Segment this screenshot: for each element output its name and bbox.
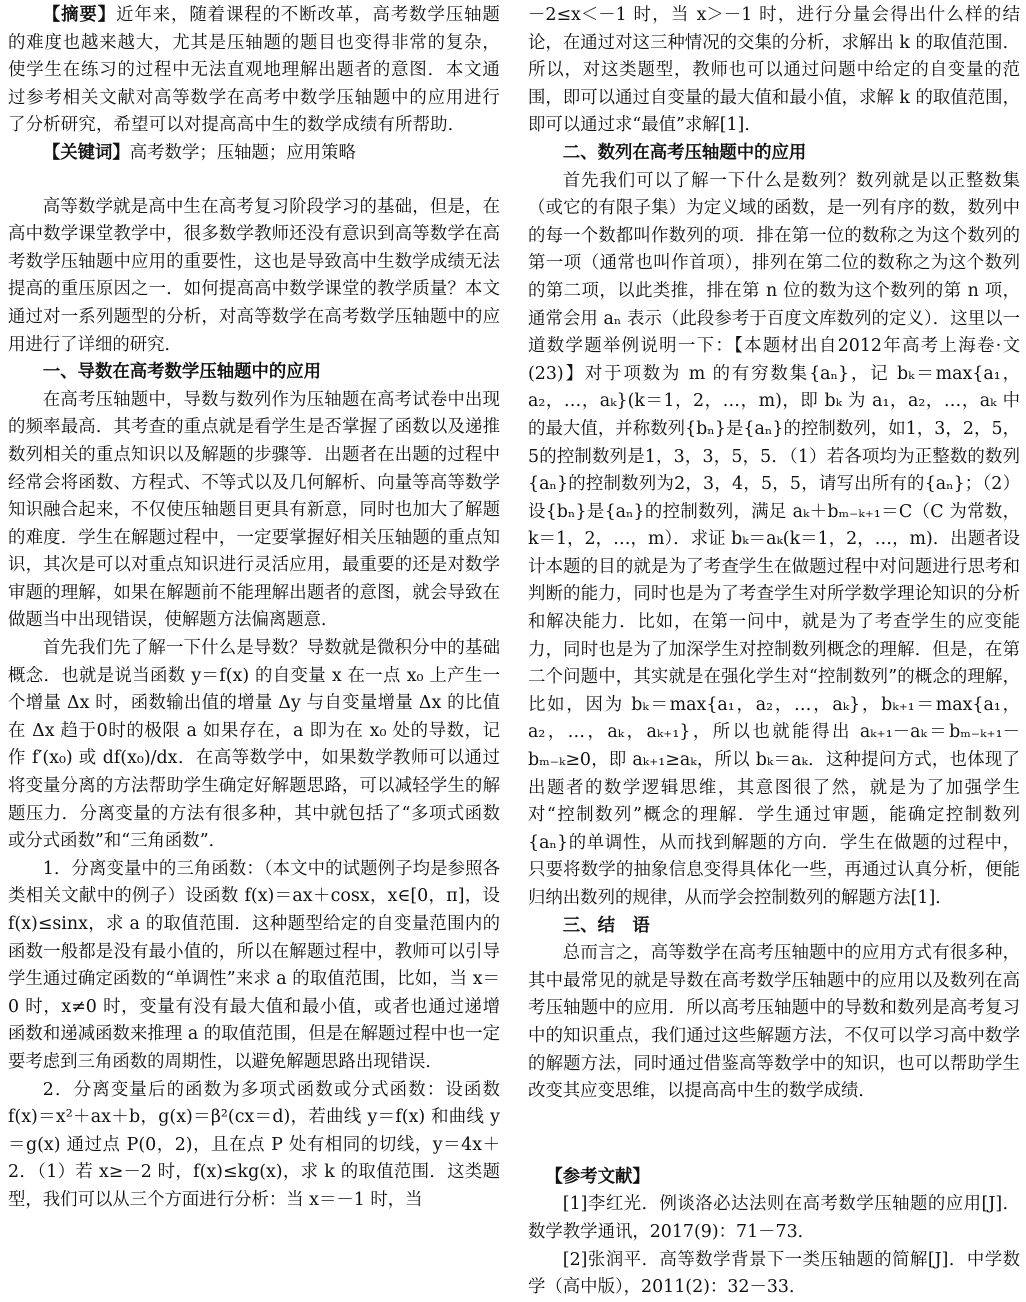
references-heading: 【参考文献】 xyxy=(545,1166,650,1187)
keywords xyxy=(8,140,500,168)
intro-paragraph: 高等数学就是高中生在高考复习阶段学习的基础，但是，在高中数学课堂教学中，很多数学教师还没有意识到高等数学在高考数学压轴题中应用的重要性，这也是导致高中生数学成绩无法提高的重压原因之一．如何提高高中数学课堂的教学质量？本文通过对一系列题型的分析，对高等数学在高考数学压轴题中的应用进行了详细的研究． xyxy=(8,196,500,355)
section-1-paragraph-1: 在高考压轴题中，导数与数列作为压轴题在高考试卷中出现的频率最高．其考查的重点就是看学生是否掌握了函数以及递推数列相关的重点知识以及解题的步骤等．出题者在出题的过程中经常会将函数、方程式、不等式以及几何解析、向量等高等数学知识融合起来，不仅使压轴题目更具有新意，同时也加大了解题的难度．学生在解题过程中，一定要掌握好相关压轴题的重点知识，其次是可以对重点知识进行灵活应用，最重要的还是对数学审题的理解，如果在解题前不能理解出题者的意图，就会导致在做题当中出现错误，使解题方法偏离题意． xyxy=(8,389,500,631)
spacer xyxy=(8,168,500,194)
conclusion-paragraph: 总而言之，高等数学在高考压轴题中的应用方式有很多种，其中最常见的就是导数在高考数学压轴题中的应用以及数列在高考压轴题中的应用．所以高考压轴题中的导数和数列是高考复习中的知识重点，我们通过这些解题方法，不仅可以学习高中数学的解题方法，同时通过借鉴高等数学中的知识，也可以帮助学生改变其应变思维，以提高高中生的数学成绩． xyxy=(528,943,1020,1102)
abstract xyxy=(8,2,500,140)
section-3-heading: 三、结 语 xyxy=(562,915,650,936)
section-1-paragraph-2: 首先我们先了解一下什么是导数？导数就是微积分中的基础概念．也就是说当函数 y＝f(x) 的自变量 x 在一点 x₀ 上产生一个增量 Δx 时，函数输出值的增量 Δy 与自变量增量 Δx 的比值在 Δx 趋于0时的极限 a 如果存在，a 即为在 x₀ 处的导数，记作 f′(x₀) 或 df(x₀)/dx．在高等数学中，如果数学教师可以通过将变量分离的方法帮助学生确定好解题思路，可以减轻学生的解题压力．分离变量的方法有很多种，其中就包括了“多项式函数或分式函数”和“三角函数”． xyxy=(8,638,500,852)
keywords-label: 【关键词】 xyxy=(42,142,130,163)
section-1-continuation: －2≤x＜－1 时，当 x＞－1 时，进行分量会得出什么样的结论，在通过对这三种情况的交集的分析，求解出 k 的取值范围．所以，对这类题型，教师也可以通过问题中给定的自变量的范围，即可以通过自变量的最大值和最小值，求解 k 的取值范围，即可以通过求“最值”求解[1]． xyxy=(528,5,1020,136)
spacer xyxy=(528,1106,1020,1164)
section-2-paragraph: 首先我们可以了解一下什么是数列？数列就是以正整数集（或它的有限子集）为定义域的函数，是一列有序的数，数列中的每一个数都叫作数列的项．排在第一位的数称之为这个数列的第一项（通常也叫作首项），排列在第二位的数称之为这个数列的第二项，以此类推，排在第 n 位的数为这个数列的第 n 项，通常会用 aₙ 表示（此段参考于百度文库数列的定义）．这里以一道数学题举例说明一下：【本题材出自2012年高考上海卷·文(23)】对于项数为 m 的有穷数集{aₙ}，记 bₖ＝max{a₁，a₂，…，aₖ}(k＝1，2，…，m)，即 bₖ 为 a₁，a₂，…，aₖ 中的最大值，并称数列{bₙ}是{aₙ}的控制数列，如1，3，2，5，5的控制数列是1，3，3，5，5．（1）若各项均为正整数的数列{aₙ}的控制数列为2，3，4，5，5，请写出所有的{aₙ}；（2）设{bₙ}是{aₙ}的控制数列，满足 aₖ＋bₘ₋ₖ₊₁＝C（C 为常数，k＝1，2，…，m）．求证 bₖ＝aₖ(k＝1，2，…，m)．出题者设计本题的目的就是为了考查学生在做题过程中对问题进行思考和判断的能力，同时也是为了考查学生对所学数学理论知识的分析和解决能力．比如，在第一问中，就是为了考查学生的应变能力，同时也是为了加深学生对控制数列概念的理解．但是，在第二个问题中，其实就是在强化学生对“控制数列”的概念的理解，比如，因为 bₖ＝max{a₁，a₂，…，aₖ}，bₖ₊₁＝max{a₁，a₂，…，aₖ，aₖ₊₁}，所以也就能得出 aₖ₊₁－aₖ＝bₘ₋ₖ₊₁－bₘ₋ₖ≥0，即 aₖ₊₁≥aₖ，所以 bₖ＝aₖ．这种提问方式，也体现了出题者的数学逻辑思维，其意图很了然，就是为了加强学生对“控制数列”概念的理解．学生通过审题，能确定控制数列{aₙ}的单调性，从而找到解题的方向．学生在做题的过程中，只要将数学的抽象信息变得具体化一些，再通过认真分析，便能归纳出数列的规律，从而学会控制数列的解题方法[1]． xyxy=(528,170,1020,908)
abstract-label: 【摘要】 xyxy=(42,5,117,25)
abstract-text: 近年来，随着课程的不断改革，高考数学压轴题的难度也越来越大，尤其是压轴题的题目也变得非常的复杂，使学生在练习的过程中无法直观地理解出题者的意图．本文通过参考相关文献对高等数学在高考中数学压轴题中的应用进行了分析研究，希望可以对提高高中生的数学成绩有所帮助． xyxy=(8,5,501,136)
left-column xyxy=(8,2,500,1236)
keywords-text: 高考数学；压轴题；应用策略 xyxy=(129,142,356,163)
section-1-heading: 一、导数在高考数学压轴题中的应用 xyxy=(42,362,322,383)
section-1-paragraph-4: 2．分离变量后的函数为多项式函数或分式函数：设函数 f(x)＝x²＋ax＋b，g(x)＝β²(cx＝d)，若曲线 y＝f(x) 和曲线 y＝g(x) 通过点 P(0，2)，且在点 P 处有相同的切线，y＝4x＋2．（1）若 x≥－2 时，f(x)≤kg(x)，求 k 的取值范围．这类题型，我们可以从三个方面进行分析：当 x＝－1 时，当 xyxy=(8,1079,500,1210)
section-2-heading: 二、数列在高考压轴题中的应用 xyxy=(562,142,807,163)
reference-item-2: [2]张润平．高等数学背景下一类压轴题的简解[J]．中学数学（高中版），2011(2)：32－33． xyxy=(528,1249,1020,1298)
right-column xyxy=(528,2,1020,1298)
section-1-paragraph-3: 1．分离变量中的三角函数：（本文中的试题例子均是参照各类相关文献中的例子）设函数 f(x)＝ax＋cosx，x∈[0，π]，设 f(x)≤sinx，求 a 的取值范围．这种题型给定的自变量范围内的函数一般都是没有最小值的，所以在解题过程中，教师可以引导学生通过确定函数的“单调性”来求 a 的取值范围，比如，当 x＝0 时，x≠0 时，变量有没有最大值和最小值，或者也通过递增函数和递减函数来推理 a 的取值范围，但是在解题过程中也一定要考虑到三角函数的周期性，以避免解题思路出现错误． xyxy=(8,858,500,1072)
reference-item-1: [1]李红光．例谈洛必达法则在高考数学压轴题的应用[J]．数学教学通讯，2017(9)：71－73． xyxy=(528,1194,1020,1242)
